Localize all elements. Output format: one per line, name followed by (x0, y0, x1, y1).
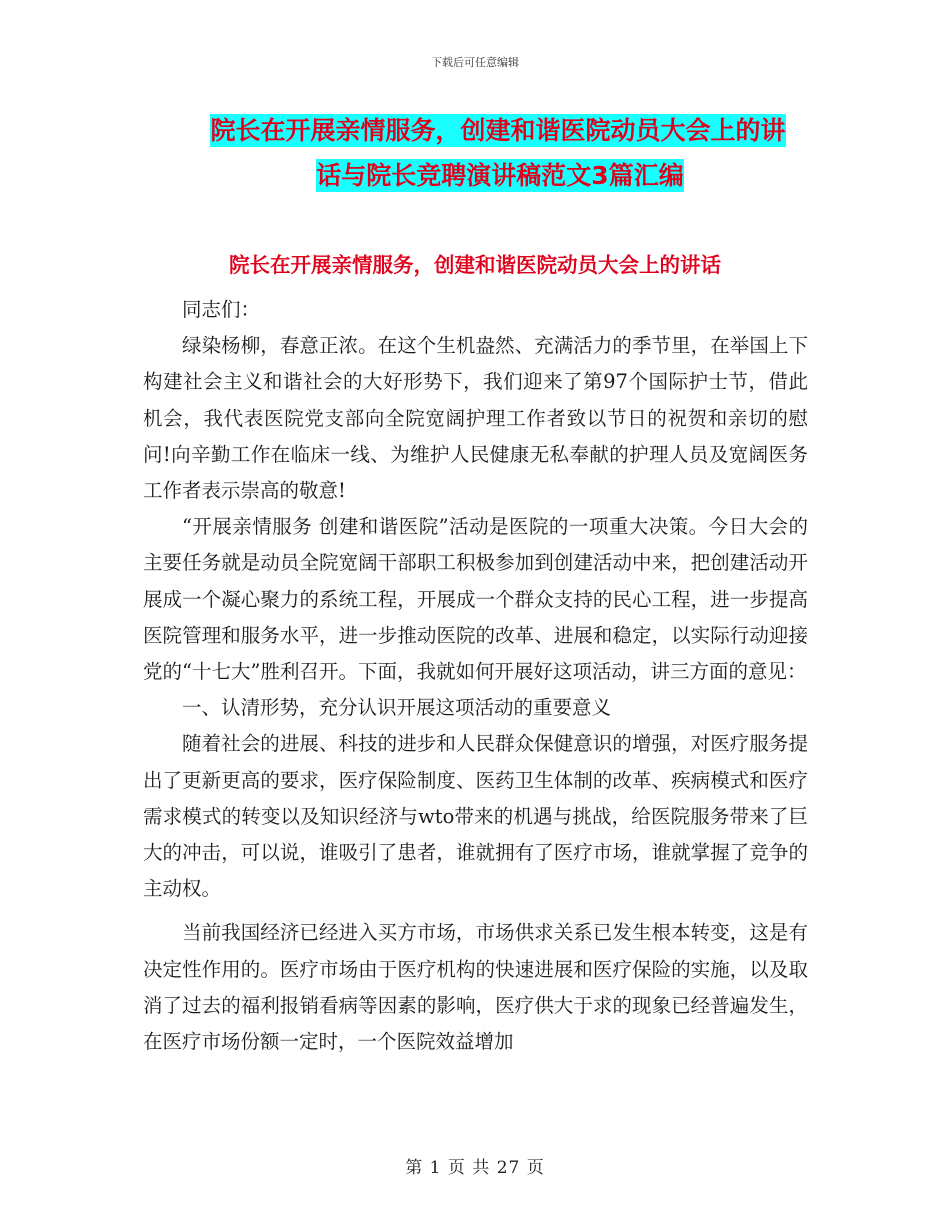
document-title (0, 108, 950, 198)
document-title-line-1: 院长在开展亲情服务，创建和谐医院动员大会上的讲 (210, 116, 786, 145)
body-paragraph: 当前我国经济已经进入买方市场，市场供求关系已发生根本转变，这是有决定性作用的。医疗市场由于医疗机构的快速进展和医疗保险的实施，以及取消了过去的福利报销看病等因素的影响，医疗供大于求的现象已经普遍发生，在医疗市场份额一定时，一个医院效益增加 (143, 921, 808, 1054)
page-header-note: 下载后可任意编辑 (431, 56, 519, 69)
section-title: 院长在开展亲情服务，创建和谐医院动员大会上的讲话 (229, 253, 721, 277)
subheading-paragraph: 一、认清形势，充分认识开展这项活动的重要意义 (182, 696, 612, 720)
body-paragraph: 绿染杨柳，春意正浓。在这个生机盎然、充满活力的季节里，在举国上下构建社会主义和谐社会的大好形势下，我们迎来了第97个国际护士节，借此机会，我代表医院党支部向全院宽阔护理工作者致以节日的祝贺和亲切的慰问!向辛勤工作在临床一线、为维护人民健康无私奉献的护理人员及宽阔医务工作者表示崇高的敬意! (143, 334, 808, 503)
body-paragraph: 随着社会的进展、科技的进步和人民群众保健意识的增强，对医疗服务提出了更新更高的要求，医疗保险制度、医药卫生体制的改革、疾病模式和医疗需求模式的转变以及知识经济与wto带来的机遇与挑战，给医院服务带来了巨大的冲击，可以说，谁吸引了患者，谁就拥有了医疗市场，谁就掌握了竞争的主动权。 (143, 732, 808, 901)
document-body (143, 292, 808, 1060)
salutation-paragraph: 同志们： (182, 298, 261, 321)
page-number-footer: 第 1 页 共 27 页 (405, 1158, 545, 1178)
document-title-line-2: 话与院长竞聘演讲稿范文3篇汇编 (316, 161, 684, 190)
body-paragraph: “开展亲情服务 创建和谐医院”活动是医院的一项重大决策。今日大会的主要任务就是动员全院宽阔干部职工积极参加到创建活动中来，把创建活动开展成一个凝心聚力的系统工程，开展成一个群众支持的民心工程，进一步提高医院管理和服务水平，进一步推动医院的改革、进展和稳定，以实际行动迎接党的“十七大”胜利召开。下面，我就如何开展好这项活动，讲三方面的意见： (143, 515, 808, 684)
